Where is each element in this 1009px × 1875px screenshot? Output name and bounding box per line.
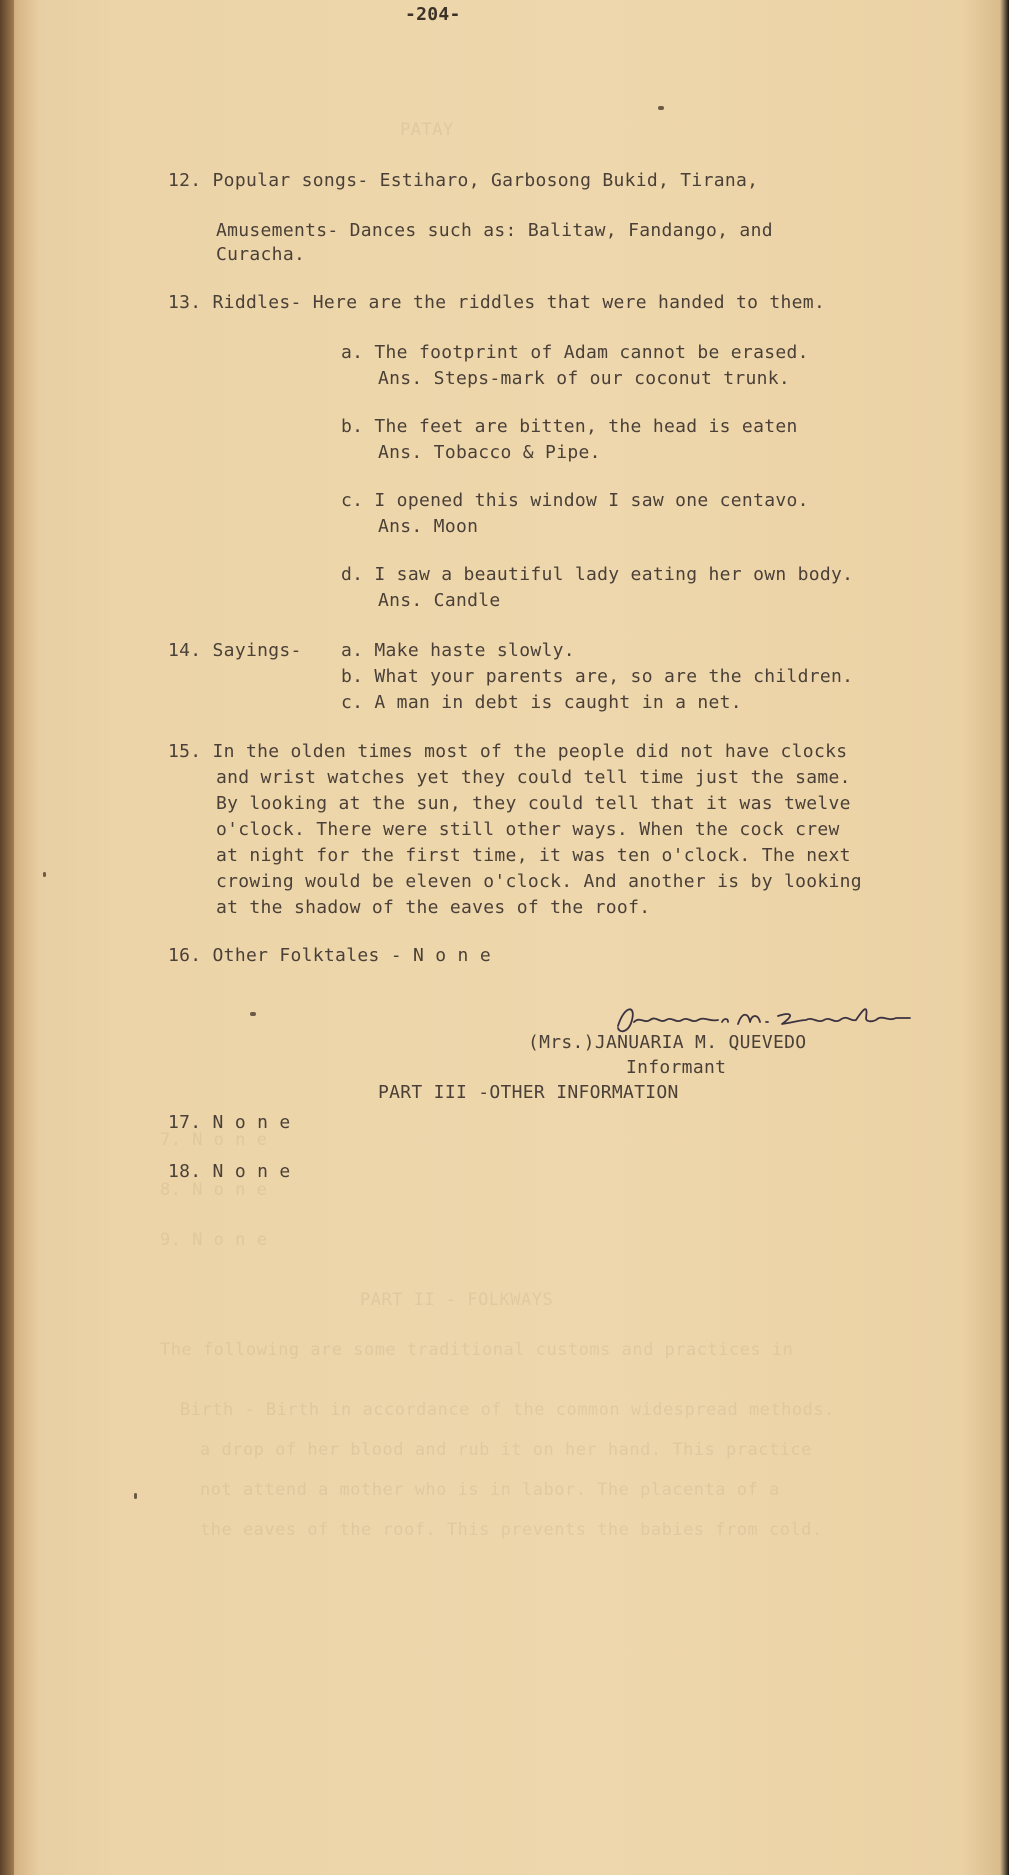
bleed-through-text: PATAY — [400, 120, 454, 140]
bleed-through-text: The following are some traditional customs and practices in — [160, 1340, 794, 1360]
riddle-d-answer: Ans. Candle — [378, 590, 501, 611]
item-15-line-1: 15. In the olden times most of the people did not have clocks — [168, 741, 848, 762]
riddle-a-answer: Ans. Steps-mark of our coconut trunk. — [378, 368, 791, 389]
informant-name: (Mrs.)JANUARIA M. QUEVEDO — [528, 1032, 807, 1053]
saying-a: a. Make haste slowly. — [341, 640, 575, 661]
item-13-riddles-heading: 13. Riddles- Here are the riddles that were handed to them. — [168, 292, 826, 313]
riddle-a: a. The footprint of Adam cannot be erased. — [341, 342, 809, 363]
item-12-songs: 12. Popular songs- Estiharo, Garbosong Bukid, Tirana, — [168, 170, 759, 191]
item-18: 18. N o n e — [168, 1161, 291, 1182]
riddle-c: c. I opened this window I saw one centavo. — [341, 490, 809, 511]
ink-speck — [134, 1493, 137, 1499]
item-15-line-6: crowing would be eleven o'clock. And another is by looking — [216, 871, 862, 892]
item-16-folktales: 16. Other Folktales - N o n e — [168, 945, 491, 966]
bleed-through-text: PART II - FOLKWAYS — [360, 1290, 554, 1310]
riddle-c-answer: Ans. Moon — [378, 516, 479, 537]
bleed-through-text: not attend a mother who is in labor. The placenta of a — [200, 1480, 780, 1500]
bleed-through-text: 8. N o n e — [160, 1180, 268, 1200]
ink-speck — [658, 106, 664, 110]
informant-role: Informant — [626, 1057, 727, 1078]
riddle-b-answer: Ans. Tobacco & Pipe. — [378, 442, 601, 463]
page-number: -204- — [405, 4, 461, 25]
ink-speck — [250, 1012, 256, 1016]
item-14-sayings-heading: 14. Sayings- — [168, 640, 302, 661]
item-15-line-3: By looking at the sun, they could tell that it was twelve — [216, 793, 851, 814]
item-12-amusements: Amusements- Dances such as: Balitaw, Fandango, and — [216, 220, 773, 241]
item-15-line-2: and wrist watches yet they could tell time just the same. — [216, 767, 851, 788]
saying-c: c. A man in debt is caught in a net. — [341, 692, 742, 713]
bleed-through-text: 9. N o n e — [160, 1230, 268, 1250]
saying-b: b. What your parents are, so are the children. — [341, 666, 854, 687]
part-iii-heading: PART III -OTHER INFORMATION — [378, 1082, 679, 1103]
item-15-line-5: at night for the first time, it was ten o'clock. The next — [216, 845, 851, 866]
bleed-through-text: a drop of her blood and rub it on her hand. This practice — [200, 1440, 812, 1460]
riddle-d: d. I saw a beautiful lady eating her own body. — [341, 564, 854, 585]
item-15-line-4: o'clock. There were still other ways. When the cock crew — [216, 819, 840, 840]
bleed-through-text: 7. N o n e — [160, 1130, 268, 1150]
item-17: 17. N o n e — [168, 1112, 291, 1133]
item-15-line-7: at the shadow of the eaves of the roof. — [216, 897, 651, 918]
bleed-through-text: the eaves of the roof. This prevents the babies from cold. — [200, 1520, 823, 1540]
bleed-through-text: Birth - Birth in accordance of the common widespread methods. — [180, 1400, 835, 1420]
riddle-b: b. The feet are bitten, the head is eaten — [341, 416, 798, 437]
item-12-amusements-cont: Curacha. — [216, 244, 306, 265]
ink-speck — [43, 872, 46, 877]
